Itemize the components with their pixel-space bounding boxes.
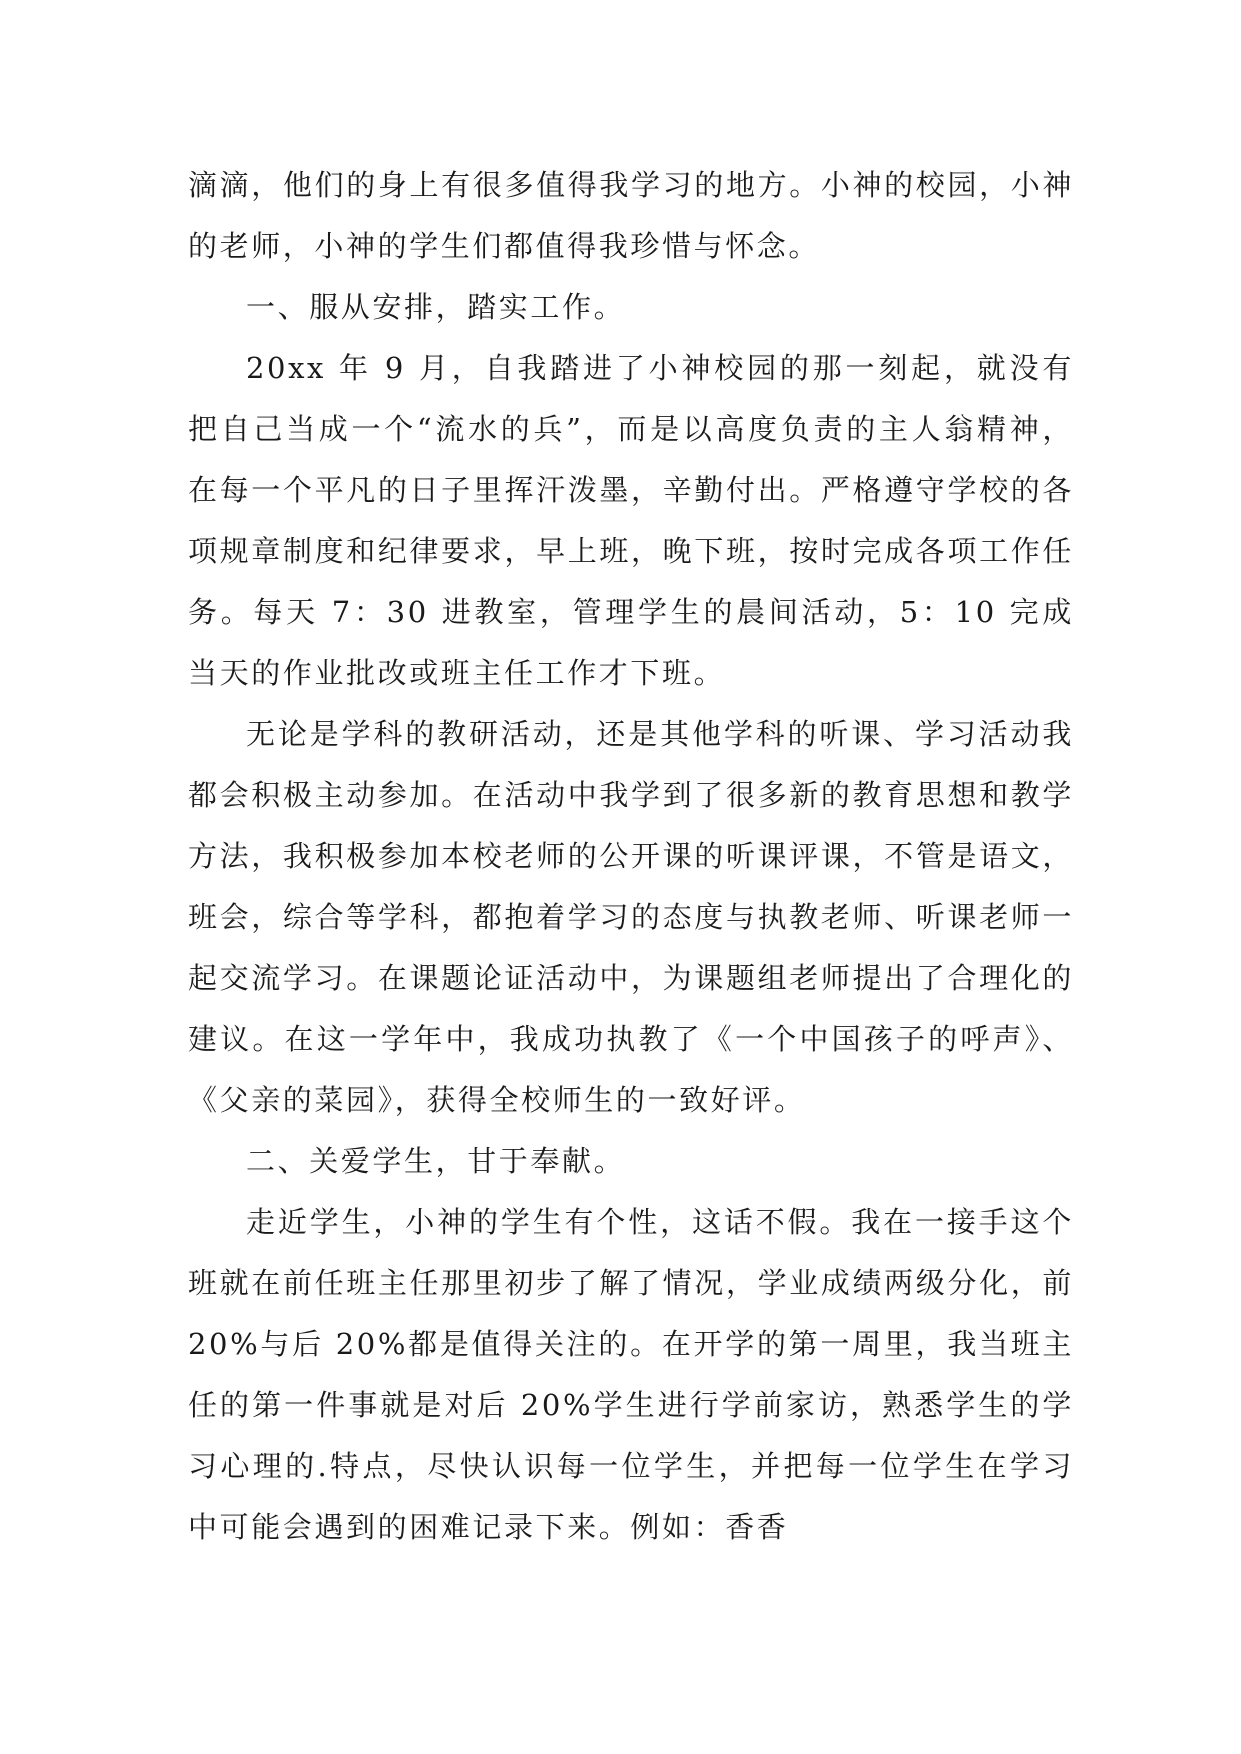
section-heading-2: 二、关爱学生，甘于奉献。: [246, 1144, 626, 1178]
document-body: [188, 155, 1074, 1558]
paragraph-teaching-activities: 无论是学科的教研活动，还是其他学科的听课、学习活动我都会积极主动参加。在活动中我学到了很多新的教育思想和教学方法，我积极参加本校老师的公开课的听课评课，不管是语文，班会，综合等学科，都抱着学习的态度与执教老师、听课老师一起交流学习。在课题论证活动中，为课题组老师提出了合理化的建议。在这一学年中，我成功执教了《一个中国孩子的呼声》、《父亲的菜园》，获得全校师生的一致好评。: [188, 717, 1074, 1117]
section-heading-1: 一、服从安排，踏实工作。: [246, 290, 626, 324]
paragraph-work-attitude: 20xx 年 9 月，自我踏进了小神校园的那一刻起，就没有把自己当成一个“流水的兵”，而是以高度负责的主人翁精神，在每一个平凡的日子里挥汗泼墨，辛勤付出。严格遵守学校的各项规章制度和纪律要求，早上班，晚下班，按时完成各项工作任务。每天 7：30 进教室，管理学生的晨间活动，5：10 完成当天的作业批改或班主任工作才下班。: [188, 351, 1074, 690]
paragraph-caring-students: 走近学生，小神的学生有个性，这话不假。我在一接手这个班就在前任班主任那里初步了解了情况，学业成绩两级分化，前 20%与后 20%都是值得关注的。在开学的第一周里，我当班主任的第一件事就是对后 20%学生进行学前家访，熟悉学生的学习心理的.特点，尽快认识每一位学生，并把每一位学生在学习中可能会遇到的困难记录下来。例如：香香: [188, 1205, 1074, 1544]
paragraph-continuation: 滴滴，他们的身上有很多值得我学习的地方。小神的校园，小神的老师，小神的学生们都值得我珍惜与怀念。: [188, 168, 1074, 263]
